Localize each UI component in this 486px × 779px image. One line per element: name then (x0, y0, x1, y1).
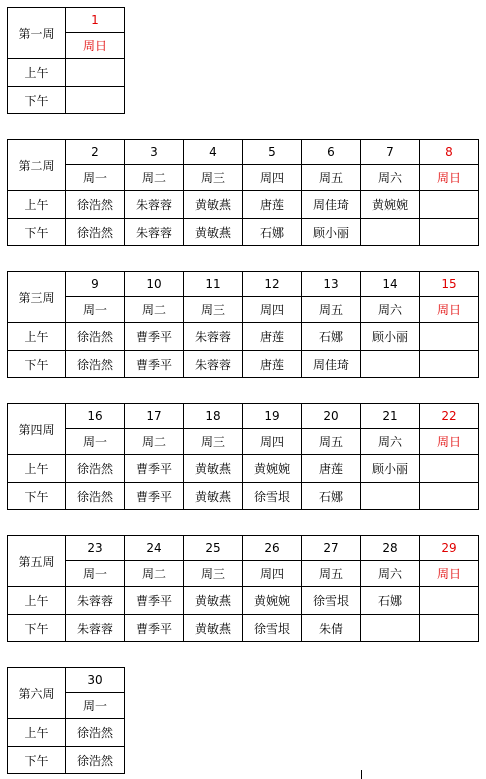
table-row (8, 272, 479, 297)
table-row (8, 561, 479, 587)
pm-duty-cell[interactable]: 徐雪垠 (243, 483, 302, 510)
pm-duty-cell[interactable]: 石娜 (302, 483, 361, 510)
weekday-cell[interactable]: 周四 (243, 297, 302, 323)
date-cell[interactable]: 17 (125, 404, 184, 429)
weekday-cell[interactable]: 周二 (125, 561, 184, 587)
weekday-cell[interactable]: 周四 (243, 561, 302, 587)
am-label: 上午 (8, 191, 66, 219)
date-cell[interactable]: 27 (302, 536, 361, 561)
date-cell[interactable]: 24 (125, 536, 184, 561)
pm-label: 下午 (8, 747, 66, 774)
week-name: 第六周 (8, 668, 66, 719)
pm-label: 下午 (8, 87, 66, 114)
date-cell[interactable]: 21 (361, 404, 420, 429)
am-duty-cell[interactable]: 朱蓉蓉 (125, 191, 184, 219)
weekday-cell[interactable]: 周四 (243, 429, 302, 455)
pm-duty-cell[interactable] (361, 483, 420, 510)
date-cell[interactable]: 7 (361, 140, 420, 165)
table-row (8, 483, 479, 510)
text-cursor (361, 770, 362, 779)
pm-duty-cell[interactable]: 徐浩然 (66, 219, 125, 246)
pm-duty-cell[interactable]: 周佳琦 (302, 351, 361, 378)
weekday-cell[interactable]: 周日 (420, 429, 479, 455)
pm-duty-cell[interactable]: 徐浩然 (66, 351, 125, 378)
weekday-cell[interactable]: 周日 (420, 561, 479, 587)
table-row (8, 615, 479, 642)
table-row (8, 536, 479, 561)
table-row (8, 323, 479, 351)
date-cell[interactable]: 6 (302, 140, 361, 165)
date-cell[interactable]: 5 (243, 140, 302, 165)
date-cell[interactable]: 30 (66, 668, 125, 693)
weekday-cell[interactable]: 周日 (420, 165, 479, 191)
table-row (8, 191, 479, 219)
pm-duty-cell[interactable] (420, 483, 479, 510)
weekday-cell[interactable]: 周一 (66, 429, 125, 455)
weekday-cell[interactable]: 周二 (125, 297, 184, 323)
date-cell[interactable]: 3 (125, 140, 184, 165)
pm-duty-cell[interactable] (361, 615, 420, 642)
am-duty-cell[interactable] (420, 455, 479, 483)
pm-duty-cell[interactable]: 黄敏燕 (184, 615, 243, 642)
table-row (8, 404, 479, 429)
am-duty-cell[interactable]: 徐浩然 (66, 455, 125, 483)
pm-duty-cell[interactable]: 朱蓉蓉 (66, 615, 125, 642)
date-cell[interactable]: 2 (66, 140, 125, 165)
pm-duty-cell[interactable] (361, 351, 420, 378)
table-row (8, 165, 479, 191)
pm-label: 下午 (8, 351, 66, 378)
weekday-cell[interactable]: 周三 (184, 165, 243, 191)
table-row (8, 297, 479, 323)
am-duty-cell[interactable]: 徐浩然 (66, 191, 125, 219)
week-table (7, 139, 479, 246)
weekday-cell[interactable]: 周三 (184, 561, 243, 587)
table-row (8, 87, 125, 114)
table-row (8, 59, 125, 87)
pm-duty-cell[interactable] (420, 351, 479, 378)
pm-duty-cell[interactable] (420, 615, 479, 642)
date-cell[interactable]: 29 (420, 536, 479, 561)
week-table (7, 7, 125, 114)
am-label: 上午 (8, 587, 66, 615)
weekday-cell[interactable]: 周三 (184, 429, 243, 455)
weekday-cell[interactable]: 周五 (302, 561, 361, 587)
date-cell[interactable]: 19 (243, 404, 302, 429)
pm-duty-cell[interactable]: 石娜 (243, 219, 302, 246)
pm-duty-cell[interactable]: 唐莲 (243, 351, 302, 378)
week-table (7, 535, 479, 642)
date-cell[interactable]: 23 (66, 536, 125, 561)
week-name: 第四周 (8, 404, 66, 455)
pm-duty-cell[interactable]: 曹季平 (125, 615, 184, 642)
am-duty-cell[interactable]: 黄敏燕 (184, 455, 243, 483)
am-duty-cell[interactable]: 徐雪垠 (302, 587, 361, 615)
pm-duty-cell[interactable] (420, 219, 479, 246)
weekday-cell[interactable]: 周一 (66, 165, 125, 191)
week-table (7, 403, 479, 510)
date-cell[interactable]: 22 (420, 404, 479, 429)
date-cell[interactable]: 10 (125, 272, 184, 297)
weekday-cell[interactable]: 周日 (420, 297, 479, 323)
am-duty-cell[interactable]: 徐浩然 (66, 719, 125, 747)
table-row (8, 351, 479, 378)
table-row (8, 455, 479, 483)
week-name: 第一周 (8, 8, 66, 59)
date-cell[interactable]: 9 (66, 272, 125, 297)
am-duty-cell[interactable]: 曹季平 (125, 323, 184, 351)
weekday-cell[interactable]: 周五 (302, 429, 361, 455)
date-cell[interactable]: 15 (420, 272, 479, 297)
am-duty-cell[interactable]: 曹季平 (125, 587, 184, 615)
weekday-cell[interactable]: 周五 (302, 297, 361, 323)
pm-duty-cell[interactable]: 徐浩然 (66, 483, 125, 510)
table-row (8, 668, 125, 693)
am-duty-cell[interactable]: 顾小丽 (361, 455, 420, 483)
week-name: 第三周 (8, 272, 66, 323)
am-duty-cell[interactable] (420, 191, 479, 219)
pm-label: 下午 (8, 615, 66, 642)
pm-duty-cell[interactable] (361, 219, 420, 246)
weekday-cell[interactable]: 周六 (361, 429, 420, 455)
table-row (8, 219, 479, 246)
am-duty-cell[interactable]: 朱蓉蓉 (66, 587, 125, 615)
date-cell[interactable]: 13 (302, 272, 361, 297)
week-table (7, 271, 479, 378)
weekday-cell[interactable]: 周三 (184, 297, 243, 323)
weekday-cell[interactable]: 周一 (66, 693, 125, 719)
am-label: 上午 (8, 323, 66, 351)
am-duty-cell[interactable]: 曹季平 (125, 455, 184, 483)
am-duty-cell[interactable] (420, 323, 479, 351)
weekday-cell[interactable]: 周二 (125, 429, 184, 455)
am-duty-cell[interactable]: 唐莲 (243, 191, 302, 219)
am-duty-cell[interactable]: 黄婉婉 (243, 587, 302, 615)
weekday-cell[interactable]: 周六 (361, 561, 420, 587)
date-cell[interactable]: 18 (184, 404, 243, 429)
weekday-cell[interactable]: 周六 (361, 165, 420, 191)
weekday-cell[interactable]: 周一 (66, 561, 125, 587)
date-cell[interactable]: 11 (184, 272, 243, 297)
weekday-cell[interactable]: 周一 (66, 297, 125, 323)
week-table (7, 667, 125, 774)
am-duty-cell[interactable] (420, 587, 479, 615)
table-row (8, 747, 125, 774)
table-row (8, 8, 125, 33)
am-duty-cell[interactable]: 唐莲 (243, 323, 302, 351)
date-cell[interactable]: 20 (302, 404, 361, 429)
pm-duty-cell[interactable]: 朱倩 (302, 615, 361, 642)
table-row (8, 587, 479, 615)
pm-label: 下午 (8, 483, 66, 510)
table-row (8, 719, 125, 747)
pm-duty-cell[interactable]: 黄敏燕 (184, 483, 243, 510)
pm-duty-cell[interactable]: 朱蓉蓉 (125, 219, 184, 246)
am-duty-cell[interactable]: 朱蓉蓉 (184, 323, 243, 351)
pm-duty-cell[interactable]: 黄敏燕 (184, 219, 243, 246)
am-duty-cell[interactable]: 徐浩然 (66, 323, 125, 351)
am-duty-cell[interactable]: 石娜 (302, 323, 361, 351)
date-cell[interactable]: 26 (243, 536, 302, 561)
am-duty-cell[interactable]: 唐莲 (302, 455, 361, 483)
date-cell[interactable]: 14 (361, 272, 420, 297)
weekday-cell[interactable]: 周六 (361, 297, 420, 323)
am-duty-cell[interactable]: 周佳琦 (302, 191, 361, 219)
pm-duty-cell[interactable]: 顾小丽 (302, 219, 361, 246)
am-duty-cell[interactable]: 黄婉婉 (361, 191, 420, 219)
table-row (8, 140, 479, 165)
am-label: 上午 (8, 455, 66, 483)
am-label: 上午 (8, 59, 66, 87)
pm-duty-cell[interactable]: 曹季平 (125, 351, 184, 378)
pm-duty-cell[interactable]: 曹季平 (125, 483, 184, 510)
weekday-cell[interactable]: 周五 (302, 165, 361, 191)
date-cell[interactable]: 8 (420, 140, 479, 165)
pm-duty-cell[interactable] (66, 87, 125, 114)
date-cell[interactable]: 25 (184, 536, 243, 561)
weekday-cell[interactable]: 周四 (243, 165, 302, 191)
weekday-cell[interactable]: 周二 (125, 165, 184, 191)
weekday-cell[interactable]: 周日 (66, 33, 125, 59)
pm-duty-cell[interactable]: 徐浩然 (66, 747, 125, 774)
am-duty-cell[interactable]: 黄敏燕 (184, 191, 243, 219)
am-duty-cell[interactable]: 石娜 (361, 587, 420, 615)
week-name: 第二周 (8, 140, 66, 191)
pm-duty-cell[interactable]: 朱蓉蓉 (184, 351, 243, 378)
date-cell[interactable]: 1 (66, 8, 125, 33)
am-duty-cell[interactable]: 黄敏燕 (184, 587, 243, 615)
am-duty-cell[interactable]: 黄婉婉 (243, 455, 302, 483)
date-cell[interactable]: 16 (66, 404, 125, 429)
pm-label: 下午 (8, 219, 66, 246)
am-duty-cell[interactable] (66, 59, 125, 87)
pm-duty-cell[interactable]: 徐雪垠 (243, 615, 302, 642)
date-cell[interactable]: 12 (243, 272, 302, 297)
am-label: 上午 (8, 719, 66, 747)
date-cell[interactable]: 4 (184, 140, 243, 165)
table-row (8, 429, 479, 455)
am-duty-cell[interactable]: 顾小丽 (361, 323, 420, 351)
date-cell[interactable]: 28 (361, 536, 420, 561)
week-name: 第五周 (8, 536, 66, 587)
